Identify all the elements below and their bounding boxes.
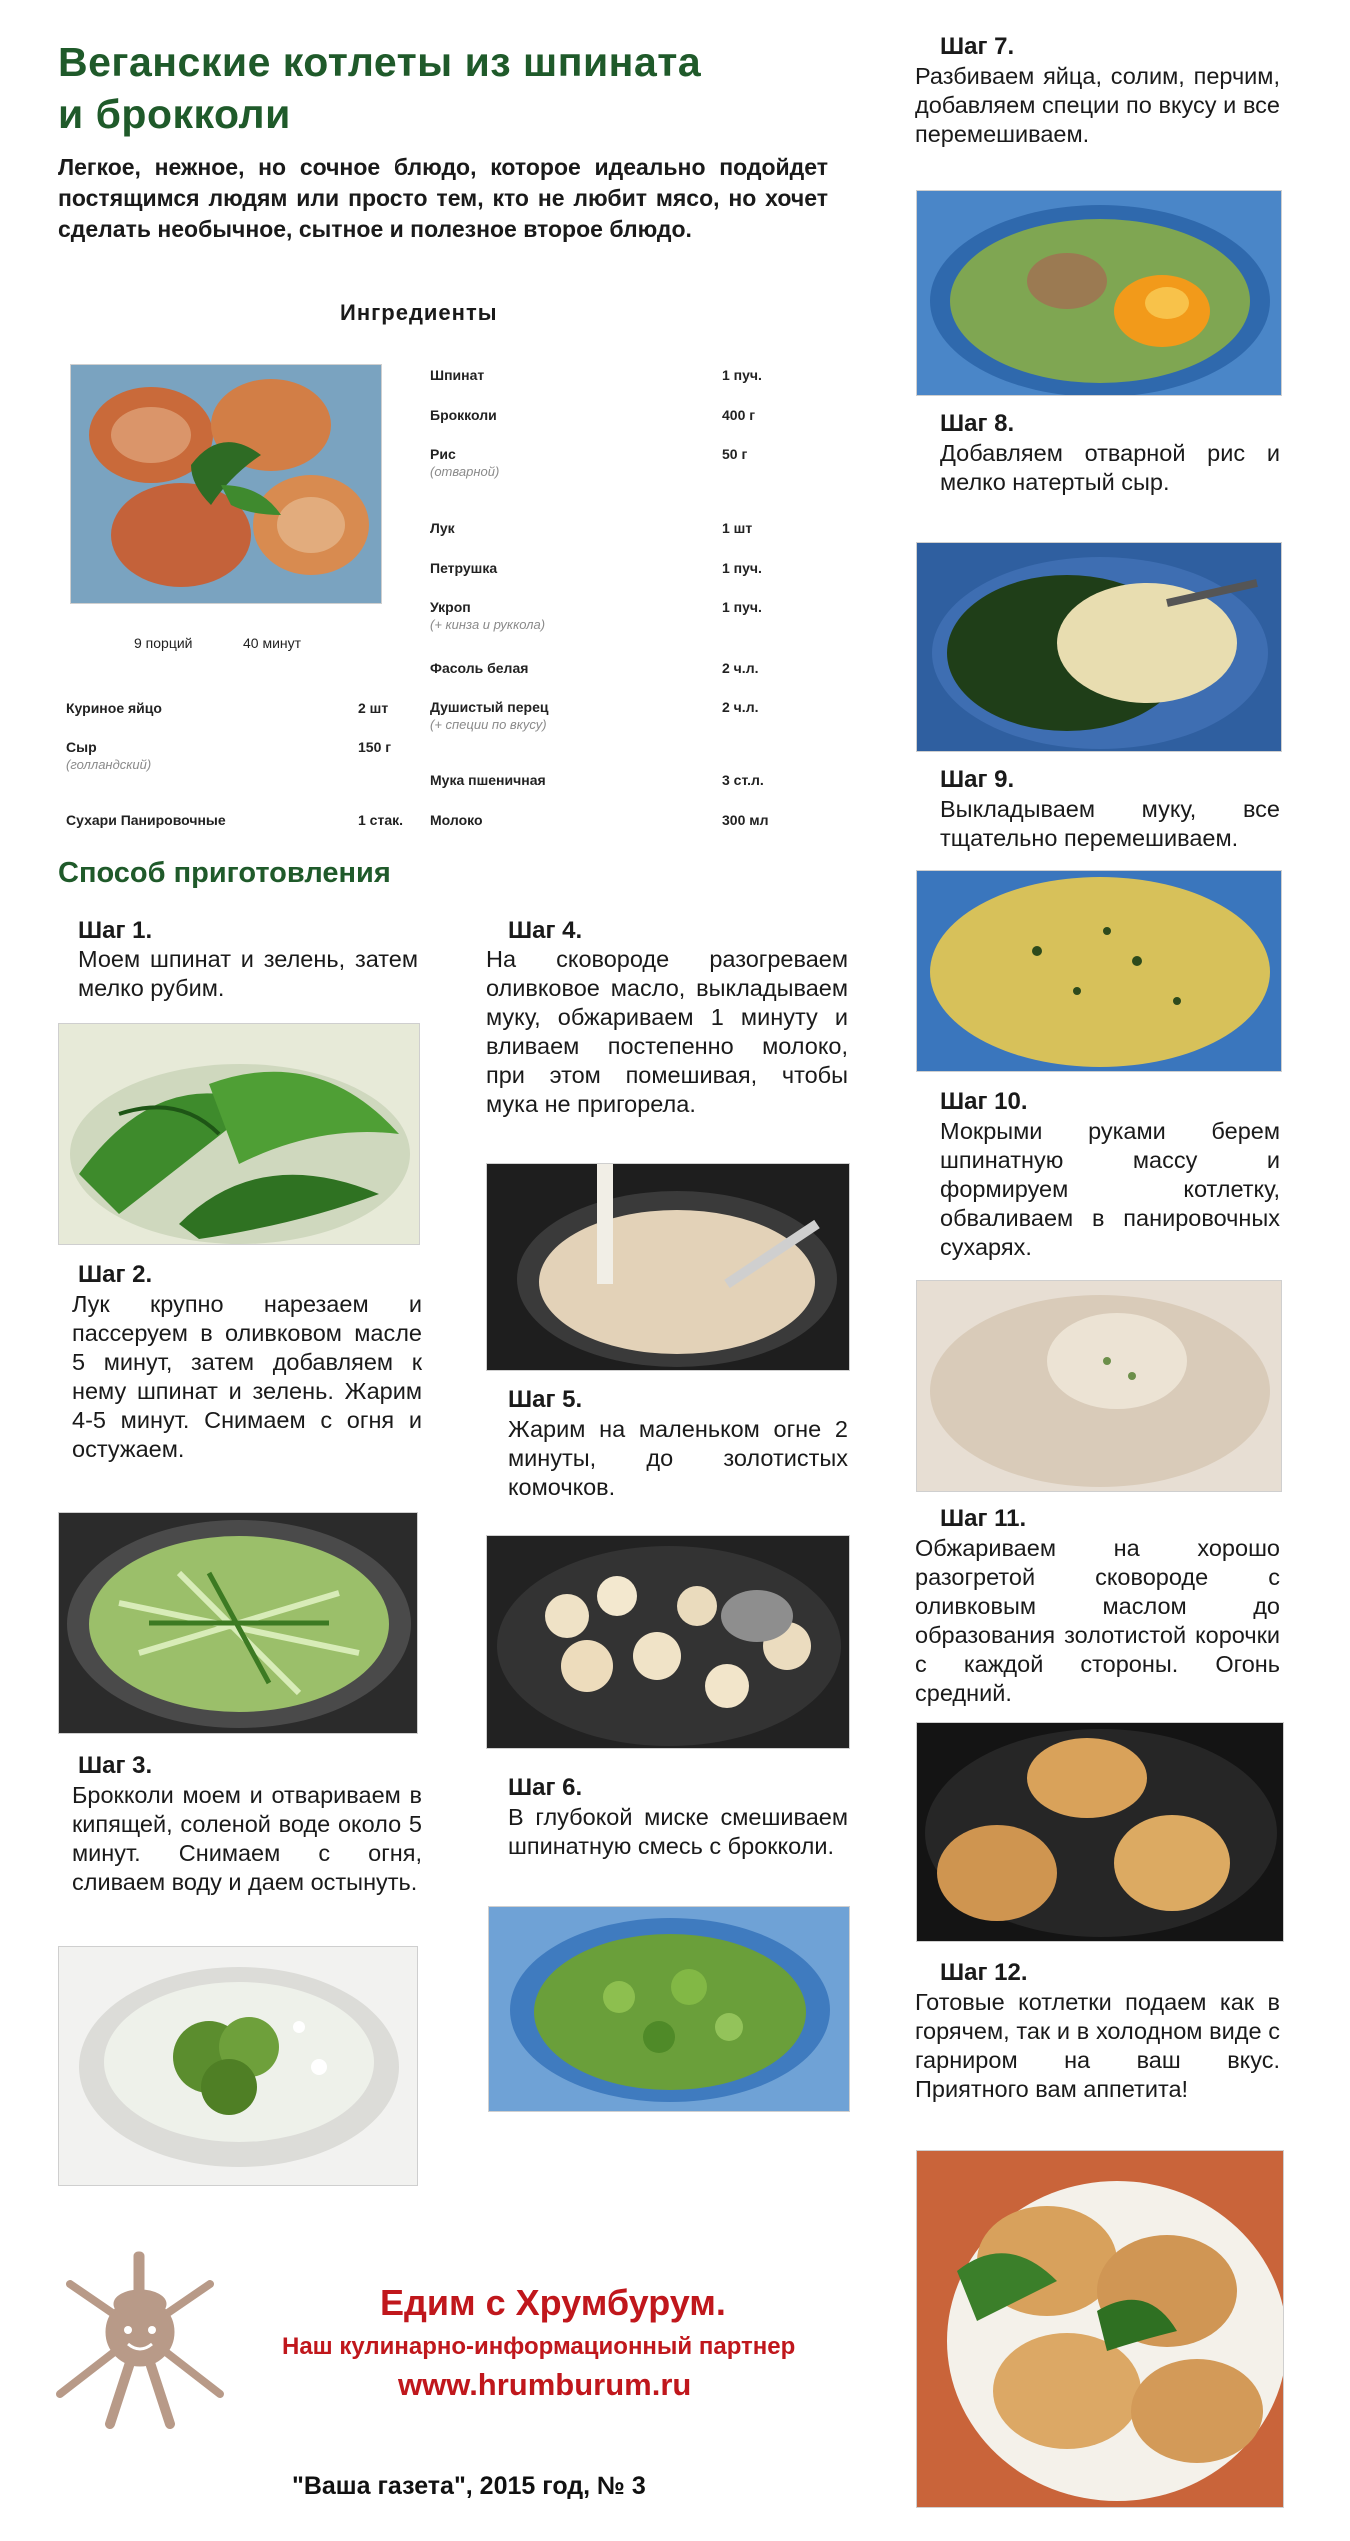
ingredients-heading: Ингредиенты: [340, 300, 498, 325]
ingredient-name: Куриное яйцо: [66, 700, 162, 716]
step-3-text: Брокколи моем и отвариваем в кипящей, соленой воде около 5 минут. Снимаем с огня, сливаем воду и даем остынуть.: [72, 1782, 422, 1895]
lead-paragraph: Легкое, нежное, но сочное блюдо, которое идеально подойдет постящимся людям или просто тем, кто не любит мясо, но хочет сделать необычное, сытное и полезное второе блюдо.: [58, 154, 828, 242]
ingredient-qty: 1 пуч.: [722, 560, 762, 576]
step-11-photo: [916, 1722, 1284, 1942]
ingredient-note: (голландский): [66, 757, 152, 772]
step-3-title: Шаг 3.: [78, 1752, 153, 1779]
step-6-text: В глубокой миске смешиваем шпинатную смесь с брокколи.: [508, 1804, 848, 1859]
dish-photo: [70, 364, 382, 604]
step-9-photo: [916, 870, 1282, 1072]
ingredient-qty: 300 мл: [722, 812, 769, 828]
ingredient-qty: 1 пуч.: [722, 599, 762, 615]
step-5-title: Шаг 5.: [508, 1386, 583, 1413]
promo-title: Едим с Хрумбурум.: [380, 2282, 726, 2323]
step-6-title: Шаг 6.: [508, 1774, 583, 1801]
ingredient-qty: 3 ст.л.: [722, 772, 764, 788]
ingredient-note: (+ кинза и руккола): [430, 617, 546, 632]
step-7-text: Разбиваем яйца, солим, перчим, добавляем специи по вкусу и все перемешиваем.: [915, 63, 1280, 147]
ingredient-name: Фасоль белая: [430, 660, 529, 676]
step-2-text: Лук крупно нарезаем и пассеруем в оливковом масле 5 минут, затем добавляем к нему шпинат и зелень. Жарим 4-5 минут. Снимаем с огня и остужаем.: [72, 1291, 422, 1462]
ingredient-qty: 2 ч.л.: [722, 660, 759, 676]
ingredient-qty: 1 пуч.: [722, 367, 762, 383]
step-11-text: Обжариваем на хорошо разогретой сковороде с оливковым маслом до образования золотистой корочки с каждой стороны. Огонь средний.: [915, 1535, 1280, 1706]
step-9-text: Выкладываем муку, все тщательно перемешиваем.: [940, 796, 1280, 851]
step-8-photo: [916, 542, 1282, 752]
step-8-title: Шаг 8.: [940, 410, 1015, 437]
step-6-photo: [488, 1906, 850, 2112]
promo-subtitle: Наш кулинарно-информационный партнер: [282, 2333, 796, 2360]
ingredient-name: Укроп: [430, 599, 471, 615]
ingredient-note: (отварной): [430, 464, 500, 479]
ingredient-name: Петрушка: [430, 560, 498, 576]
ingredient-name: Брокколи: [430, 407, 497, 423]
title-line-1: Веганские котлеты из шпината: [58, 39, 702, 85]
ingredient-name: Сухари Панировочные: [66, 812, 226, 828]
promo-website-link[interactable]: www.hrumburum.ru: [398, 2367, 692, 2402]
ingredient-name: Рис: [430, 446, 456, 462]
ingredient-name: Лук: [430, 520, 455, 536]
ingredient-note: (+ специи по вкусу): [430, 717, 547, 732]
step-2-title: Шаг 2.: [78, 1261, 153, 1288]
ingredient-qty: 2 шт: [358, 700, 389, 716]
step-12-photo: [916, 2150, 1284, 2508]
step-12-title: Шаг 12.: [940, 1959, 1028, 1986]
step-8-text: Добавляем отварной рис и мелко натертый сыр.: [940, 440, 1280, 495]
ingredient-qty: 150 г: [358, 739, 392, 755]
ingredient-name: Душистый перец: [430, 699, 549, 715]
method-heading: Способ приготовления: [58, 857, 391, 889]
step-7-title: Шаг 7.: [940, 33, 1015, 60]
ingredient-name: Мука пшеничная: [430, 772, 546, 788]
step-1-text: Моем шпинат и зелень, затем мелко рубим.: [78, 946, 418, 1001]
step-1-title: Шаг 1.: [78, 917, 153, 944]
ingredient-qty: 1 стак.: [358, 812, 404, 828]
ingredient-qty: 400 г: [722, 407, 756, 423]
step-2-photo: [58, 1512, 418, 1734]
step-9-title: Шаг 9.: [940, 766, 1015, 793]
step-1-photo: [58, 1023, 420, 1245]
step-11-title: Шаг 11.: [940, 1505, 1027, 1532]
step-12-text: Готовые котлетки подаем как в горячем, так и в холодном виде с гарниром на ваш вкус. Приятного вам аппетита!: [915, 1989, 1280, 2102]
step-10-text: Мокрыми руками берем шпинатную массу и формируем котлетку, обваливаем в панировочных сухарях.: [940, 1118, 1280, 1260]
time-label: 40 минут: [243, 635, 302, 651]
portions-label: 9 порций: [134, 635, 193, 651]
article-title: [58, 36, 778, 140]
ingredient-qty: 1 шт: [722, 520, 753, 536]
hrumburum-logo: [50, 2244, 230, 2434]
ingredient-name: Молоко: [430, 812, 483, 828]
step-10-title: Шаг 10.: [940, 1088, 1028, 1115]
ingredient-name: Шпинат: [430, 367, 485, 383]
step-7-photo: [916, 190, 1282, 396]
step-5-photo: [486, 1535, 850, 1749]
ingredient-qty: 2 ч.л.: [722, 699, 759, 715]
step-4-text: На сковороде разогреваем оливковое масло, выкладываем муку, обжариваем 1 минуту и вливаем постепенно молоко, при этом помешивая, чтобы мука не пригорела.: [486, 946, 848, 1117]
step-4-photo: [486, 1163, 850, 1371]
step-4-title: Шаг 4.: [508, 917, 583, 944]
title-line-2: и брокколи: [58, 91, 291, 137]
step-5-text: Жарим на маленьком огне 2 минуты, до золотистых комочков.: [508, 1416, 848, 1500]
step-3-photo: [58, 1946, 418, 2186]
step-10-photo: [916, 1280, 1282, 1492]
ingredient-name: Сыр: [66, 739, 97, 755]
footer-credit: "Ваша газета", 2015 год, № 3: [292, 2472, 646, 2500]
ingredient-qty: 50 г: [722, 446, 748, 462]
